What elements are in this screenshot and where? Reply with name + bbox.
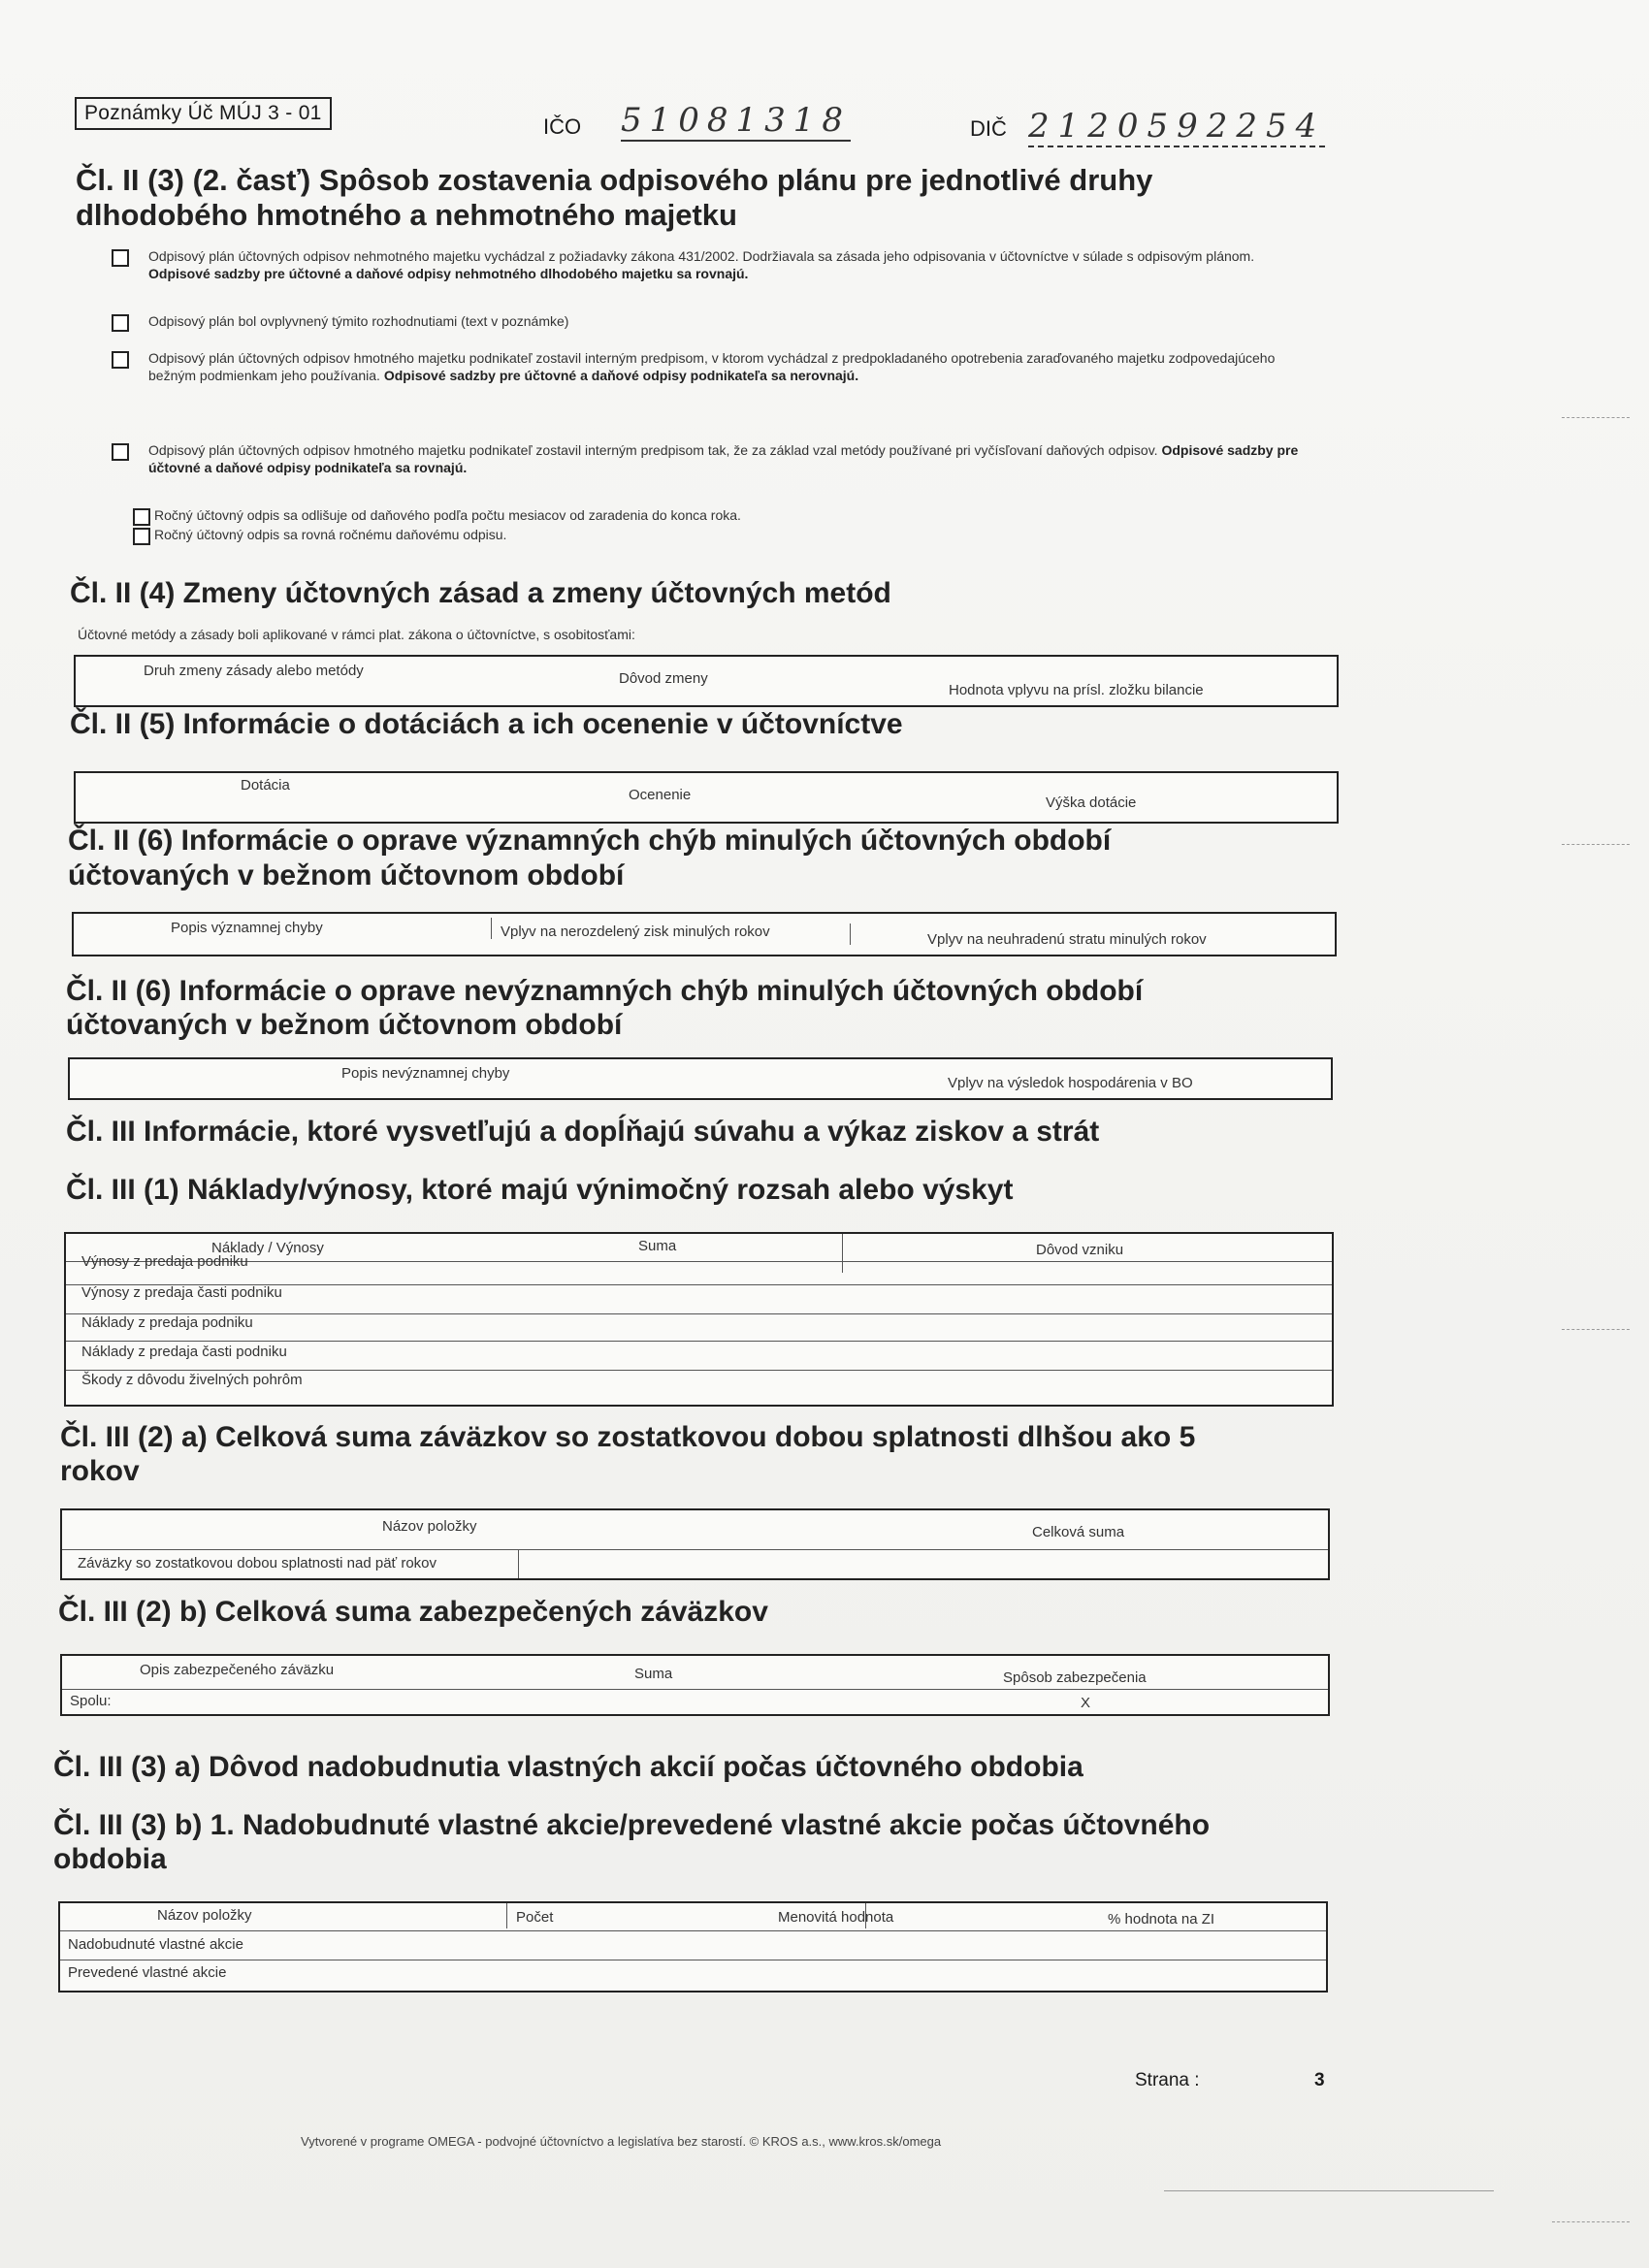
table-header-cell: Suma xyxy=(634,1666,673,1682)
depreciation-option-2-text: Odpisový plán bol ovplyvnený týmito rozhodnutiami (text v poznámke) xyxy=(148,313,569,329)
table-row-total-mark: X xyxy=(1081,1695,1091,1711)
section-significant-errors-title-2: účtovaných v bežnom účtovnom období xyxy=(68,859,625,891)
ico-label: IČO xyxy=(543,114,582,139)
table-header-cell: Dôvod zmeny xyxy=(619,670,708,687)
table-header-cell: Opis zabezpečeného záväzku xyxy=(140,1662,335,1678)
section-depreciation-title-1: Čl. II (3) (2. časť) Spôsob zostavenia odpisového plánu pre jednotlivé druhy xyxy=(76,163,1153,197)
table-header-cell: % hodnota na ZI xyxy=(1108,1911,1215,1928)
row-divider xyxy=(62,1549,1328,1550)
table-header-cell: Ocenenie xyxy=(629,787,692,803)
scan-artifact xyxy=(1562,1329,1630,1330)
table-header-cell: Hodnota vplyvu na prísl. zložku bilancie xyxy=(949,682,1204,698)
table-header-cell: Suma xyxy=(638,1238,677,1254)
table-row-total-label: Spolu: xyxy=(70,1693,112,1709)
section-grants-title: Čl. II (5) Informácie o dotáciách a ich ocenenie v účtovníctve xyxy=(70,708,903,740)
table-header-cell: Celková suma xyxy=(1032,1524,1125,1540)
significant-errors-table-header xyxy=(72,912,1337,956)
table-header-cell: Popis významnej chyby xyxy=(171,920,323,936)
scan-artifact xyxy=(1552,2221,1630,2222)
depreciation-option-1-text: Odpisový plán účtovných odpisov nehmotného majetku vychádzal z požiadavky zákona 431/2002. Dodržiavala sa zásada jeho odpisovania v účtovníctve v súlade s odpisovým plánom. Odpisové sadzby pre účtovné a daňové odpisy nehmotného dlhodobého majetku sa rovnajú. xyxy=(148,248,1255,281)
table-row: Prevedené vlastné akcie xyxy=(68,1964,227,1981)
grants-table-header xyxy=(74,771,1339,824)
section-secured-title: Čl. III (2) b) Celková suma zabezpečených záväzkov xyxy=(58,1596,768,1628)
checkbox[interactable] xyxy=(112,249,129,267)
row-divider xyxy=(66,1370,1332,1371)
section-own-shares-title-1: Čl. III (3) b) 1. Nadobudnuté vlastné akcie/prevedené vlastné akcie počas účtovného xyxy=(53,1809,1211,1841)
row-divider xyxy=(66,1261,1332,1262)
page-number: 3 xyxy=(1314,2070,1325,2090)
table-header-cell: Výška dotácie xyxy=(1046,794,1137,811)
form-code: Poznámky Úč MÚJ 3 - 01 xyxy=(75,97,332,130)
table-header-cell: Spôsob zabezpečenia xyxy=(1003,1669,1147,1686)
depreciation-sub-option-2[interactable] xyxy=(133,526,1103,545)
depreciation-sub-option-1[interactable] xyxy=(133,506,1103,526)
scan-artifact xyxy=(1562,844,1630,845)
checkbox[interactable] xyxy=(112,314,129,332)
section-significant-errors-title-1: Čl. II (6) Informácie o oprave významných chýb minulých účtovných období xyxy=(68,825,1112,857)
liabilities-table xyxy=(60,1508,1330,1580)
table-header-cell: Náklady / Výnosy xyxy=(211,1240,324,1256)
table-row: Škody z dôvodu živelných pohrôm xyxy=(81,1372,303,1388)
table-row: Záväzky so zostatkovou dobou splatnosti nad päť rokov xyxy=(78,1555,437,1571)
section-costs-title: Čl. III (1) Náklady/výnosy, ktoré majú výnimočný rozsah alebo výskyt xyxy=(66,1174,1014,1206)
section-own-shares-title-2: obdobia xyxy=(53,1843,167,1875)
section-liabilities-title-1: Čl. III (2) a) Celková suma záväzkov so zostatkovou dobou splatnosti dlhšou ako 5 xyxy=(60,1421,1196,1453)
dic-value: 2120592254 xyxy=(1028,107,1326,146)
depreciation-option-4-text: Odpisový plán účtovných odpisov hmotného majetku podnikateľ zostavil interným predpisom tak, že za základ vzal metódy používané pri vyčísľovaní daňových odpisov. Odpisové sadzby pre účtovné a daňové odpisy podnikateľa sa rovnajú. xyxy=(148,442,1299,475)
section-insignificant-errors-title-1: Čl. II (6) Informácie o oprave nevýznamných chýb minulých účtovných období xyxy=(66,975,1144,1007)
section-liabilities-title-2: rokov xyxy=(60,1455,140,1487)
section-changes-note: Účtovné metódy a zásady boli aplikované v rámci plat. zákona o účtovníctve, s osobitosťami: xyxy=(78,627,635,642)
costs-table xyxy=(64,1232,1334,1407)
row-divider xyxy=(62,1689,1328,1690)
row-divider xyxy=(60,1930,1326,1931)
table-header-cell: Vplyv na nerozdelený zisk minulých rokov xyxy=(501,923,770,940)
column-divider xyxy=(850,923,851,945)
depreciation-option-3[interactable] xyxy=(112,349,1305,384)
table-header-cell: Menovitá hodnota xyxy=(778,1909,894,1926)
depreciation-sub-option-1-text: Ročný účtovný odpis sa odlišuje od daňového podľa počtu mesiacov od zaradenia do konca roka. xyxy=(154,507,741,523)
checkbox[interactable] xyxy=(112,443,129,461)
column-divider xyxy=(518,1549,519,1578)
section-changes-title: Čl. II (4) Zmeny účtovných zásad a zmeny účtovných metód xyxy=(70,577,891,609)
scan-artifact xyxy=(1562,417,1630,418)
section-info-title: Čl. III Informácie, ktoré vysvetľujú a dopĺňajú súvahu a výkaz ziskov a strát xyxy=(66,1116,1100,1148)
row-divider xyxy=(66,1341,1332,1342)
depreciation-sub-option-2-text: Ročný účtovný odpis sa rovná ročnému daňovému odpisu. xyxy=(154,527,507,542)
table-row: Náklady z predaja časti podniku xyxy=(81,1344,287,1360)
table-header-cell: Názov položky xyxy=(157,1907,252,1924)
table-header-cell: Druh zmeny zásady alebo metódy xyxy=(144,663,364,679)
checkbox[interactable] xyxy=(112,351,129,369)
depreciation-option-3-text: Odpisový plán účtovných odpisov hmotného majetku podnikateľ zostavil interným predpisom, v ktorom vychádzal z predpokladaného opotrebenia zaraďovaného majetku zodpovedajúceho bežným podmienkam jeho používania. Odpisové sadzby pre účtovné a daňové odpisy podnikateľa sa nerovnajú. xyxy=(148,350,1276,383)
table-row: Náklady z predaja podniku xyxy=(81,1314,253,1331)
table-header-cell: Názov položky xyxy=(382,1518,477,1535)
section-insignificant-errors-title-2: účtovaných v bežnom účtovnom období xyxy=(66,1009,623,1041)
column-divider xyxy=(842,1234,843,1273)
section-depreciation-title-2: dlhodobého hmotného a nehmotného majetku xyxy=(76,198,737,232)
secured-table xyxy=(60,1654,1330,1716)
table-row: Nadobudnuté vlastné akcie xyxy=(68,1936,243,1953)
table-header-cell: Dotácia xyxy=(241,777,290,794)
scan-artifact xyxy=(1164,2190,1494,2191)
table-header-cell: Počet xyxy=(516,1909,554,1926)
footer-credit: Vytvorené v programe OMEGA - podvojné účtovníctvo a legislatíva bez starostí. © KROS a.s., www.kros.sk/omega xyxy=(301,2134,942,2149)
section-own-shares-reason-title: Čl. III (3) a) Dôvod nadobudnutia vlastných akcií počas účtovného obdobia xyxy=(53,1751,1083,1783)
table-header-cell: Vplyv na výsledok hospodárenia v BO xyxy=(948,1075,1193,1091)
table-header-cell: Dôvod vzniku xyxy=(1036,1242,1124,1258)
checkbox[interactable] xyxy=(133,528,150,545)
dic-label: DIČ xyxy=(970,116,1007,141)
column-divider xyxy=(491,918,492,939)
changes-table-header xyxy=(74,655,1339,707)
ico-value: 51081318 xyxy=(621,101,852,140)
depreciation-option-2[interactable] xyxy=(112,312,1305,332)
table-row: Výnosy z predaja časti podniku xyxy=(81,1284,282,1301)
column-divider xyxy=(506,1903,507,1928)
depreciation-option-1[interactable] xyxy=(112,247,1305,282)
table-header-cell: Vplyv na neuhradenú stratu minulých rokov xyxy=(927,931,1207,948)
table-row: Výnosy z predaja podniku xyxy=(81,1253,248,1270)
table-header-cell: Popis nevýznamnej chyby xyxy=(341,1065,510,1082)
row-divider xyxy=(66,1313,1332,1314)
checkbox[interactable] xyxy=(133,508,150,526)
own-shares-table xyxy=(58,1901,1328,1993)
insignificant-errors-table-header xyxy=(68,1057,1333,1100)
depreciation-option-4[interactable] xyxy=(112,441,1305,476)
page-label: Strana : xyxy=(1135,2070,1200,2090)
